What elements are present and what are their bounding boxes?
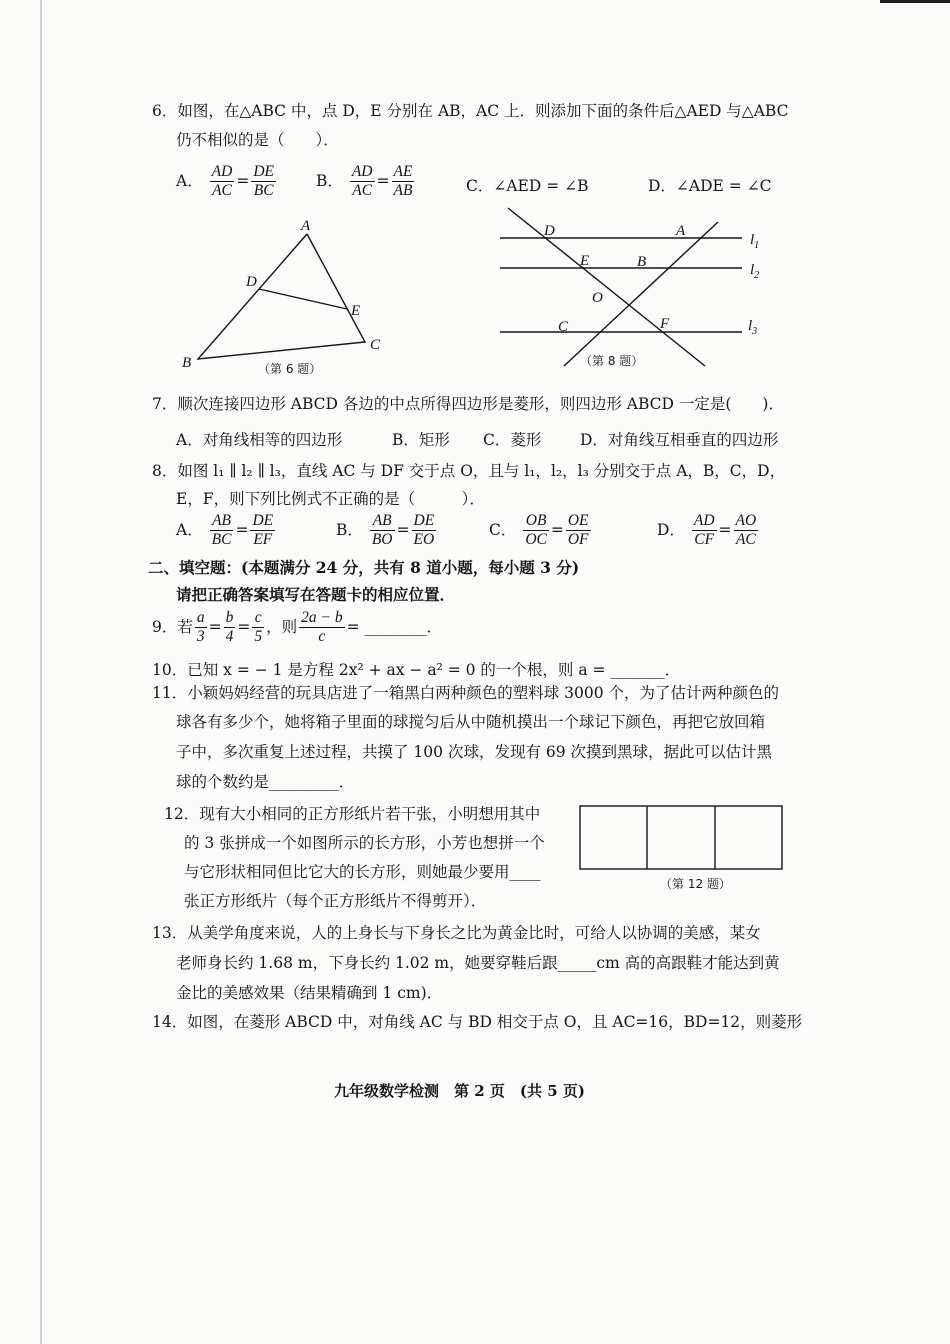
q12-line1: 12．现有大小相同的正方形纸片若干张，小明想用其中 (164, 805, 541, 823)
fig6-caption: （第 6 题） (258, 362, 322, 376)
scan-edge (40, 0, 42, 1344)
label-e: E (580, 253, 590, 269)
q9-mid: ，则 (266, 617, 298, 636)
q6-line1: 6．如图，在△ABC 中，点 D，E 分别在 AB，AC 上．则添加下面的条件后△AED 与△ABC (152, 102, 789, 120)
q8-option-d: D． $\frac{AD}{CF}$ = $\frac{AO}{AC}$ (657, 512, 757, 549)
line-ac (564, 222, 718, 366)
fig12-caption: （第 12 题） (660, 877, 731, 891)
q11-line4: 球的个数约是_________． (176, 773, 355, 791)
label-l3: $l_3$ (748, 318, 758, 337)
q6-option-d: D．∠ADE = ∠C (648, 177, 772, 195)
q6-option-b-frac1: $\frac{AD}{AC}$ (351, 163, 373, 200)
q6-option-a: A． $\frac{AD}{AC}$ = $\frac{DE}{BC}$ (176, 163, 274, 200)
q8-option-d-label: D． (657, 520, 685, 539)
q9-frac-c5: $\frac{c}{5}$ (254, 609, 263, 646)
q7-option-a: A．对角线相等的四边形 (176, 431, 343, 449)
q10-line: 10．已知 x = − 1 是方程 2x² + ax − a² = 0 的一个根，则 a = _______． (152, 661, 681, 679)
fig8-caption: （第 8 题） (580, 354, 644, 368)
section2-heading: 二、填空题：(本题满分 24 分，共有 8 道小题，每小题 3 分) (148, 558, 580, 577)
q8-option-c: C． $\frac{OB}{OC}$ = $\frac{OE}{OF}$ (489, 512, 589, 549)
label-l2: $l_2$ (750, 262, 760, 281)
q8-option-b-label: B． (336, 520, 363, 539)
q11-line3: 子中，多次重复上述过程，共摸了 100 次球，发现有 69 次摸到黑球，据此可以估计黑 (176, 743, 773, 761)
q9-frac-b4: $\frac{b}{4}$ (225, 609, 234, 646)
q14-line1: 14．如图，在菱形 ABCD 中，对角线 AC 与 BD 相交于点 O，且 AC=16，BD=12，则菱形 (152, 1013, 803, 1031)
label-c: C (558, 319, 569, 335)
q6-line2: 仍不相似的是（ ）． (176, 131, 339, 149)
scan-corner-mark (880, 0, 950, 3)
label-b: B (182, 355, 192, 371)
page-footer: 九年级数学检测 第 2 页 (共 5 页) (334, 1082, 585, 1100)
q6-option-a-frac1: $\frac{AD}{AC}$ (211, 163, 233, 200)
q9-frac-a3: $\frac{a}{3}$ (196, 609, 205, 646)
q6-option-a-frac2: $\frac{DE}{BC}$ (253, 163, 274, 200)
q7-option-b: B．矩形 (392, 431, 450, 449)
q8-option-a: A． $\frac{AB}{BC}$ = $\frac{DE}{EF}$ (176, 512, 274, 549)
q7-option-c: C．菱形 (483, 431, 542, 449)
q13-line2: 老师身长约 1.68 m，下身长约 1.02 m，她要穿鞋后跟_____cm 高的高跟鞋才能达到黄 (176, 954, 780, 972)
q11-line2: 球各有多少个，她将箱子里面的球搅匀后从中随机摸出一个球记下颜色，再把它放回箱 (176, 713, 766, 731)
rectangle-outline (580, 806, 782, 869)
label-d: D (246, 274, 257, 290)
label-a: A (676, 223, 686, 239)
q8-line2: E，F，则下列比例式不正确的是（ ）． (176, 490, 485, 508)
label-c: C (370, 337, 381, 353)
q8-option-c-label: C． (489, 520, 517, 539)
label-o: O (592, 290, 603, 306)
triangle-abc (198, 234, 365, 359)
q6-option-b: B． $\frac{AD}{AC}$ = $\frac{AE}{AB}$ (316, 163, 413, 200)
q6-triangle-figure (170, 212, 400, 382)
q9-suffix: = ________． (346, 617, 443, 636)
q12-line3: 与它形状相同但比它大的长方形，则她最少要用____ (184, 863, 541, 881)
q6-option-b-frac2: $\frac{AE}{AB}$ (393, 163, 413, 200)
q8-option-b: B． $\frac{AB}{BO}$ = $\frac{DE}{EO}$ (336, 512, 435, 549)
q9-prefix: 9．若 (152, 617, 193, 636)
label-f: F (660, 316, 670, 332)
q8-parallel-lines-figure (490, 200, 775, 380)
segment-de (259, 289, 347, 309)
label-d: D (544, 223, 555, 239)
label-e: E (351, 303, 361, 319)
q8-option-a-label: A． (176, 520, 203, 539)
q12-line4: 张正方形纸片（每个正方形纸片不得剪开）． (184, 892, 487, 910)
label-a: A (301, 218, 311, 234)
q6-option-c: C．∠AED = ∠B (466, 177, 589, 195)
q7-line1: 7．顺次连接四边形 ABCD 各边的中点所得四边形是菱形，则四边形 ABCD 一定是( )． (152, 395, 784, 413)
q9-line: 9．若 $\frac{a}{3}$ = $\frac{b}{4}$ = $\frac{c}{5}$ ，则 $\frac{2a - b}{c}$ = ________． (152, 609, 443, 646)
q13-line3: 金比的美感效果（结果精确到 1 cm)． (176, 984, 443, 1002)
q7-option-d: D．对角线互相垂直的四边形 (580, 431, 779, 449)
q11-line1: 11．小颖妈妈经营的玩具店进了一箱黑白两种颜色的塑料球 3000 个，为了估计两种颜色的 (152, 684, 780, 702)
label-l1: $l_1$ (750, 232, 760, 251)
label-b: B (637, 254, 647, 270)
q6-option-a-label: A． (176, 171, 203, 190)
q8-line1: 8．如图 l₁ ∥ l₂ ∥ l₃，直线 AC 与 DF 交于点 O，且与 l₁，l₂，l₃ 分别交于点 A，B，C，D， (152, 462, 786, 480)
q9-frac-expression: $\frac{2a - b}{c}$ (301, 609, 343, 646)
q13-line1: 13．从美学角度来说，人的上身长与下身长之比为黄金比时，可给人以协调的美感，某女 (152, 924, 761, 942)
section2-instruction: 请把正确答案填写在答题卡的相应位置． (176, 585, 456, 604)
q12-line2: 的 3 张拼成一个如图所示的长方形，小芳也想拼一个 (184, 834, 545, 852)
q6-option-b-label: B． (316, 171, 343, 190)
q12-rectangle-figure (578, 804, 788, 896)
